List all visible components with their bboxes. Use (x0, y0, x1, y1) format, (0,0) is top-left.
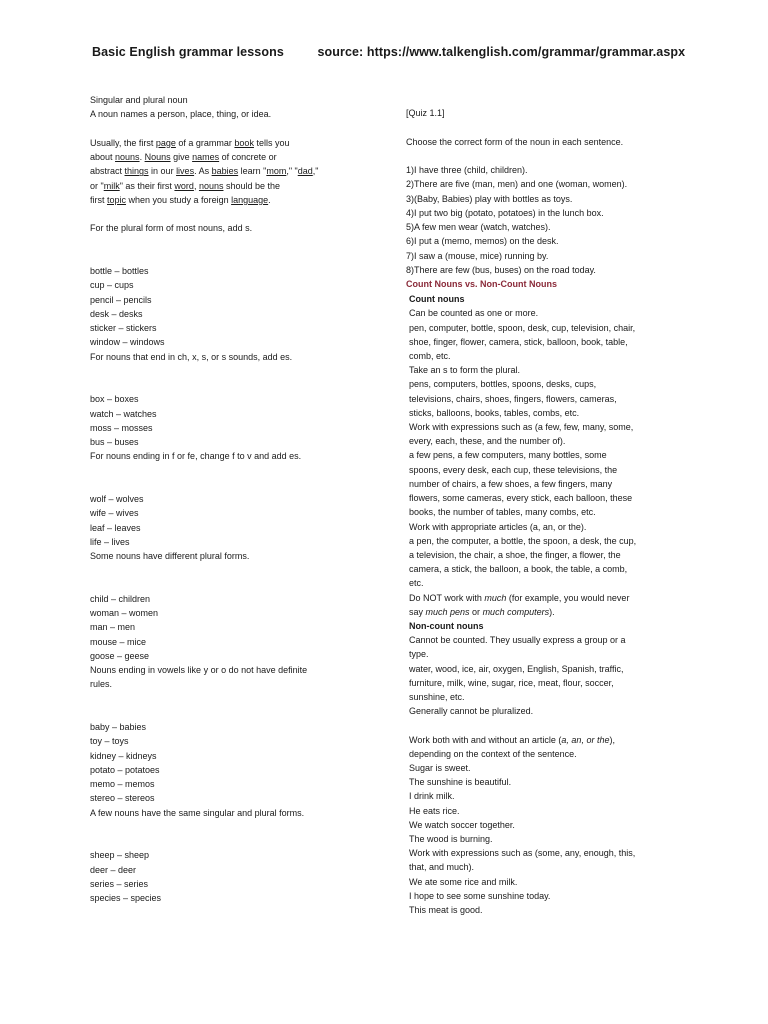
list-item: woman – women (90, 608, 159, 618)
link-lives[interactable]: lives (176, 166, 195, 177)
list-item: sticker – stickers (90, 323, 157, 333)
list-item: memo – memos (90, 779, 155, 789)
intro-line: abstract things in our lives. As babies learn "mom," "dad," (90, 166, 319, 177)
count-nouns-heading: Count nouns (409, 294, 465, 305)
example-line: We ate some rice and milk. (409, 876, 518, 887)
document-header (92, 45, 752, 59)
list-item: bottle – bottles (90, 266, 149, 276)
list-item: series – series (90, 878, 149, 889)
body-line: furniture, milk, wine, sugar, rice, meat, flour, soccer, (409, 677, 614, 688)
list-item: goose – geese (90, 650, 150, 661)
list-item: sheep – sheep (90, 850, 150, 861)
rule-text: rules. (90, 679, 113, 690)
list-item: moss – mosses (90, 422, 153, 433)
body-line: Can be counted as one or more. (409, 308, 539, 319)
body-line: a television, the chair, a shoe, the finger, a flower, the (409, 549, 621, 560)
body-line: Work both with and without an article (a, an, or the), (409, 734, 615, 745)
rule-text: Nouns ending in vowels like y or o do not have definite (90, 665, 308, 675)
quiz-item: 8)There are few (bus, buses) on the road today. (406, 264, 596, 275)
body-line: depending on the context of the sentence. (409, 748, 577, 759)
body-line: pens, computers, bottles, spoons, desks, cups, (409, 379, 597, 390)
body-line: Cannot be counted. They usually express a group or a (409, 635, 626, 646)
right-column (406, 106, 706, 917)
link-babies[interactable]: babies (211, 166, 239, 177)
link-nouns[interactable]: nouns (198, 180, 224, 191)
rule-text: For nouns that end in ch, x, s, or s sounds, add es. (90, 351, 293, 362)
body-line: Work with expressions such as (a few, few, many, some, (409, 422, 634, 433)
section-heading: Singular and plural noun (90, 95, 188, 105)
body-line: Generally cannot be pluralized. (409, 706, 534, 717)
list-item: life – lives (90, 536, 130, 547)
body-line: shoe, finger, flower, camera, stick, balloon, book, table, (409, 336, 628, 347)
document-title: Basic English grammar lessons (92, 45, 284, 59)
body-line: a few pens, a few computers, many bottles, some (409, 450, 607, 461)
list-item: baby – babies (90, 722, 147, 732)
rule-text: Some nouns have different plural forms. (90, 551, 250, 561)
body-line: number of chairs, a few shoes, a few fingers, many (409, 478, 613, 489)
link-names[interactable]: names (192, 152, 220, 162)
body-line: water, wood, ice, air, oxygen, English, Spanish, traffic, (409, 663, 624, 674)
rule-text: For nouns ending in f or fe, change f to v and add es. (90, 451, 302, 462)
body-line: books, the number of tables, many combs, etc. (409, 507, 596, 518)
body-line: Work with expressions such as (some, any, enough, this, (409, 848, 636, 859)
link-nouns[interactable]: Nouns (144, 152, 171, 162)
quiz-item: 7)I saw a (mouse, mice) running by. (406, 250, 549, 261)
list-item: species – species (90, 893, 162, 903)
quiz-item: 2)There are five (man, men) and one (woman, women). (406, 179, 628, 190)
example-line: He eats rice. (409, 805, 460, 816)
definition-text: A noun names a person, place, thing, or idea. (90, 109, 272, 120)
intro-line: or "milk" as their first word, nouns should be the (90, 180, 281, 191)
body-line: type. (409, 649, 429, 660)
body-line: flowers, some cameras, every stick, each balloon, these (409, 493, 633, 504)
link-language[interactable]: language (231, 194, 269, 205)
example-line: The wood is burning. (409, 834, 493, 845)
list-item: stereo – stereos (90, 793, 155, 804)
count-nouns-section (406, 292, 706, 917)
list-item: watch – watches (90, 408, 157, 419)
list-item: desk – desks (90, 308, 143, 319)
body-line: a pen, the computer, a bottle, the spoon, a desk, the cup, (409, 535, 637, 546)
body-line: Do NOT work with much (for example, you would never (409, 592, 630, 603)
body-line: pen, computer, bottle, spoon, desk, cup, television, chair, (409, 322, 636, 333)
list-item: child – children (90, 593, 151, 604)
link-book[interactable]: book (234, 137, 254, 148)
example-line: Sugar is sweet. (409, 763, 471, 773)
intro-line: about nouns. Nouns give names of concrete or (90, 152, 277, 162)
body-line: Take an s to form the plural. (409, 365, 521, 376)
list-item: bus – buses (90, 437, 139, 447)
link-mom[interactable]: mom (266, 166, 287, 177)
example-line: The sunshine is beautiful. (409, 777, 512, 788)
rule-text: For the plural form of most nouns, add s. (90, 223, 253, 234)
body-line: spoons, every desk, each cup, these televisions, the (409, 464, 618, 475)
body-line: that, and much). (409, 862, 475, 873)
list-item: cup – cups (90, 280, 134, 291)
intro-line: Usually, the first page of a grammar book tells you (90, 137, 290, 148)
link-dad[interactable]: dad (297, 166, 313, 177)
link-topic[interactable]: topic (107, 194, 127, 205)
list-item: mouse – mice (90, 636, 147, 647)
left-column (90, 93, 390, 905)
body-line: televisions, chairs, shoes, fingers, flowers, cameras, (409, 393, 617, 404)
non-count-nouns-heading: Non-count nouns (409, 620, 484, 631)
link-things[interactable]: things (124, 166, 149, 177)
body-line: comb, etc. (409, 351, 451, 362)
quiz-item: 6)I put a (memo, memos) on the desk. (406, 236, 559, 247)
quiz-item: 5)A few men wear (watch, watches). (406, 222, 551, 232)
list-item: kidney – kidneys (90, 750, 157, 761)
body-line: sticks, balloons, books, tables, combs, etc. (409, 407, 580, 418)
list-item: wolf – wolves (90, 494, 144, 504)
list-item: leaf – leaves (90, 522, 141, 533)
list-item: box – boxes (90, 394, 139, 405)
source-url: source: https://www.talkenglish.com/grammar/grammar.aspx (317, 45, 686, 59)
list-item: deer – deer (90, 864, 137, 875)
example-line: I hope to see some sunshine today. (409, 890, 551, 901)
link-milk[interactable]: milk (103, 180, 120, 191)
link-page[interactable]: page (155, 137, 176, 148)
body-line: sunshine, etc. (409, 691, 465, 702)
quiz-item: 1)I have three (child, children). (406, 165, 528, 175)
list-item: toy – toys (90, 736, 129, 747)
link-word[interactable]: word (174, 180, 194, 191)
example-line: This meat is good. (409, 905, 483, 916)
section-title-link[interactable]: Count Nouns vs. Non-Count Nouns (406, 279, 557, 289)
quiz-item: 4)I put two big (potato, potatoes) in the lunch box. (406, 207, 604, 218)
quiz-instruction: Choose the correct form of the noun in each sentence. (406, 136, 624, 147)
list-item: potato – potatoes (90, 764, 160, 775)
list-item: window – windows (90, 337, 165, 348)
body-line: etc. (409, 578, 424, 589)
intro-line: first topic when you study a foreign language. (90, 194, 271, 205)
quiz-item: 3)(Baby, Babies) play with bottles as toys. (406, 193, 573, 204)
body-line: every, each, these, and the number of). (409, 436, 566, 447)
example-line: I drink milk. (409, 791, 455, 802)
link-nouns[interactable]: nouns (115, 152, 140, 162)
body-line: say much pens or much computers). (409, 606, 555, 617)
example-line: We watch soccer together. (409, 819, 515, 830)
body-line: camera, a stick, the balloon, a book, the table, a comb, (409, 564, 628, 575)
list-item: pencil – pencils (90, 294, 152, 305)
list-item: man – men (90, 622, 136, 633)
rule-text: A few nouns have the same singular and plural forms. (90, 807, 305, 818)
body-line: Work with appropriate articles (a, an, or the). (409, 521, 587, 532)
quiz-title: [Quiz 1.1] (406, 108, 445, 118)
list-item: wife – wives (90, 508, 139, 519)
